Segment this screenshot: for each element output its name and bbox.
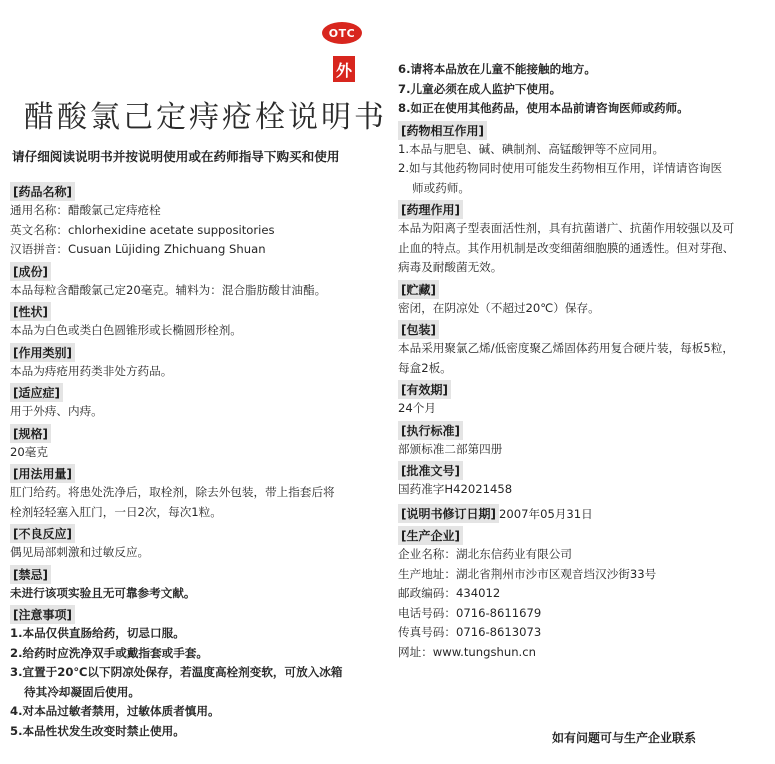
- precaution-item-1: 1.本品仅供直肠给药，切忌口服。: [10, 626, 185, 640]
- precaution-item-8: 8.如正在使用其他药品，使用本品前请咨询医师或药师。: [398, 101, 689, 115]
- manufacturer-address: 湖北省荆州市沙市区观音垱汉沙街33号: [455, 566, 657, 581]
- manufacturer-name: 湖北东信药业有限公司: [455, 547, 572, 561]
- section-character: [10, 302, 382, 341]
- precaution-item-3a: 3.宜置于20℃以下阴凉处保存，若温度高栓剂变软，可放入冰箱: [10, 665, 343, 679]
- standard-text: 部颁标准二部第四册: [398, 441, 503, 456]
- packaging-line-1: 本品采用聚氯乙烯/低密度聚乙烯固体药用复合硬片装，每板5粒，: [398, 341, 734, 355]
- category-text: 本品为痔疮用药类非处方药品。: [10, 363, 173, 378]
- section-heading: [禁忌]: [10, 565, 51, 584]
- manufacturer-name-row: [398, 545, 768, 565]
- usage-line-2: 栓剂轻轻塞入肛门，一日2次，每次1粒。: [10, 504, 222, 519]
- validity-text: 24个月: [398, 401, 436, 415]
- manufacturer-website-label: 网址：: [398, 644, 433, 659]
- precaution-item-4: 4.对本品过敏者禁用，过敏体质者慎用。: [10, 704, 220, 718]
- section-heading: [规格]: [10, 424, 51, 443]
- manufacturer-name-label: 企业名称：: [398, 547, 456, 561]
- manufacturer-address-row: [398, 565, 768, 585]
- section-heading: [注意事项]: [10, 605, 75, 624]
- section-adverse: [10, 524, 382, 563]
- section-packaging: [398, 320, 768, 378]
- section-revision: [398, 502, 768, 525]
- section-ingredients: [10, 262, 382, 301]
- page-title: 醋酸氯己定痔疮栓说明书: [24, 100, 387, 135]
- section-approval: [398, 461, 768, 500]
- section-pharmacology: [398, 200, 768, 278]
- adverse-text: 偶见局部刺激和过敏反应。: [10, 545, 150, 559]
- character-text: 本品为白色或类白色圆锥形或长椭圆形栓剂。: [10, 323, 242, 337]
- section-heading: [药品名称]: [10, 182, 75, 201]
- section-heading: [包装]: [398, 320, 439, 339]
- left-sections: [10, 180, 382, 741]
- section-heading: [成份]: [10, 262, 51, 281]
- manufacturer-phone-row: [398, 604, 768, 624]
- section-standard: [398, 421, 768, 460]
- pharmacology-line-2: 止血的特点。其作用机制是改变细菌细胞膜的通透性。但对芽孢、: [398, 240, 735, 255]
- precaution-item-5: 5.本品性状发生改变时禁止使用。: [10, 723, 185, 738]
- section-usage: [10, 464, 382, 522]
- usage-line-1: 肛门给药。将患处洗净后，取栓剂，除去外包装，带上指套后将: [10, 485, 335, 499]
- section-heading: [药理作用]: [398, 200, 463, 219]
- approval-text: 国药准字H42021458: [398, 482, 513, 496]
- pinyin-name: 汉语拼音：Cusuan Lüjiding Zhichuang Shuan: [10, 242, 266, 256]
- section-interactions: [398, 121, 768, 199]
- manufacturer-zip-label: 邮政编码：: [398, 586, 456, 600]
- manufacturer-address-label: 生产地址：: [398, 566, 456, 581]
- section-heading: [性状]: [10, 302, 51, 321]
- manufacturer-website: www.tungshun.cn: [432, 644, 536, 659]
- section-precautions-cont: [398, 60, 768, 119]
- section-spec: [10, 424, 382, 463]
- section-contraindications: [10, 565, 382, 604]
- section-storage: [398, 280, 768, 319]
- section-precautions: [10, 605, 382, 741]
- storage-text: 密闭，在阴凉处（不超过20℃）保存。: [398, 300, 600, 315]
- section-heading: [批准文号]: [398, 461, 463, 480]
- external-use-badge: 外: [333, 56, 355, 82]
- manufacturer-fax: 0716-8613073: [455, 625, 542, 639]
- indications-text: 用于外痔、内痔。: [10, 404, 103, 418]
- section-heading: [不良反应]: [10, 524, 75, 543]
- revision-date: 2007年05月31日: [498, 506, 593, 521]
- pharmacology-line-1: 本品为阳离子型表面活性剂，具有抗菌谱广、抗菌作用较强以及可: [398, 221, 735, 235]
- section-indications: [10, 383, 382, 422]
- section-heading: [生产企业]: [398, 526, 463, 545]
- pharmacology-line-3: 病毒及耐酸菌无效。: [398, 260, 503, 274]
- precaution-item-7: 7.儿童必须在成人监护下使用。: [398, 81, 562, 96]
- section-heading: [说明书修订日期]: [398, 504, 499, 523]
- precaution-item-2: 2.给药时应洗净双手或戴指套或手套。: [10, 645, 208, 660]
- otc-badge: OTC: [322, 22, 362, 44]
- footer-contact-note: 如有问题可与生产企业联系: [552, 731, 697, 745]
- generic-name: 通用名称：醋酸氯己定痔疮栓: [10, 203, 161, 217]
- section-heading: [作用类别]: [10, 343, 75, 362]
- english-name: 英文名称：chlorhexidine acetate suppositories: [10, 222, 275, 237]
- section-manufacturer: [398, 526, 768, 662]
- manufacturer-fax-label: 传真号码：: [398, 625, 456, 639]
- manufacturer-phone: 0716-8611679: [455, 605, 542, 620]
- section-drug-name: [10, 182, 382, 260]
- right-sections: [398, 60, 768, 662]
- section-validity: [398, 380, 768, 419]
- packaging-line-2: 每盒2板。: [398, 360, 452, 375]
- interaction-item-2a: 2.如与其他药物同时使用可能发生药物相互作用，详情请咨询医: [398, 161, 723, 175]
- section-heading: [有效期]: [398, 380, 451, 399]
- section-heading: [药物相互作用]: [398, 121, 487, 140]
- section-heading: [执行标准]: [398, 421, 463, 440]
- section-heading: [贮藏]: [398, 280, 439, 299]
- manufacturer-fax-row: [398, 623, 768, 643]
- contra-text: 未进行该项实验且无可靠参考文献。: [10, 585, 196, 600]
- page-subtitle: 请仔细阅读说明书并按说明使用或在药师指导下购买和使用: [12, 149, 340, 164]
- manufacturer-zip: 434012: [455, 586, 501, 600]
- interaction-item-2b: 师或药师。: [412, 180, 470, 195]
- ingredients-text: 本品每粒含醋酸氯己定20毫克。辅料为：混合脂肪酸甘油酯。: [10, 282, 327, 297]
- manufacturer-website-row: [398, 643, 768, 663]
- manufacturer-phone-label: 电话号码：: [398, 605, 456, 620]
- manufacturer-zip-row: [398, 584, 768, 604]
- precaution-item-3b: 待其冷却凝固后使用。: [24, 684, 140, 699]
- section-heading: [用法用量]: [10, 464, 75, 483]
- interaction-item-1: 1.本品与肥皂、碱、碘制剂、高锰酸钾等不应同用。: [398, 141, 665, 156]
- section-heading: [适应症]: [10, 383, 63, 402]
- precaution-item-6: 6.请将本品放在儿童不能接触的地方。: [398, 62, 596, 76]
- section-category: [10, 343, 382, 382]
- spec-text: 20毫克: [10, 444, 48, 459]
